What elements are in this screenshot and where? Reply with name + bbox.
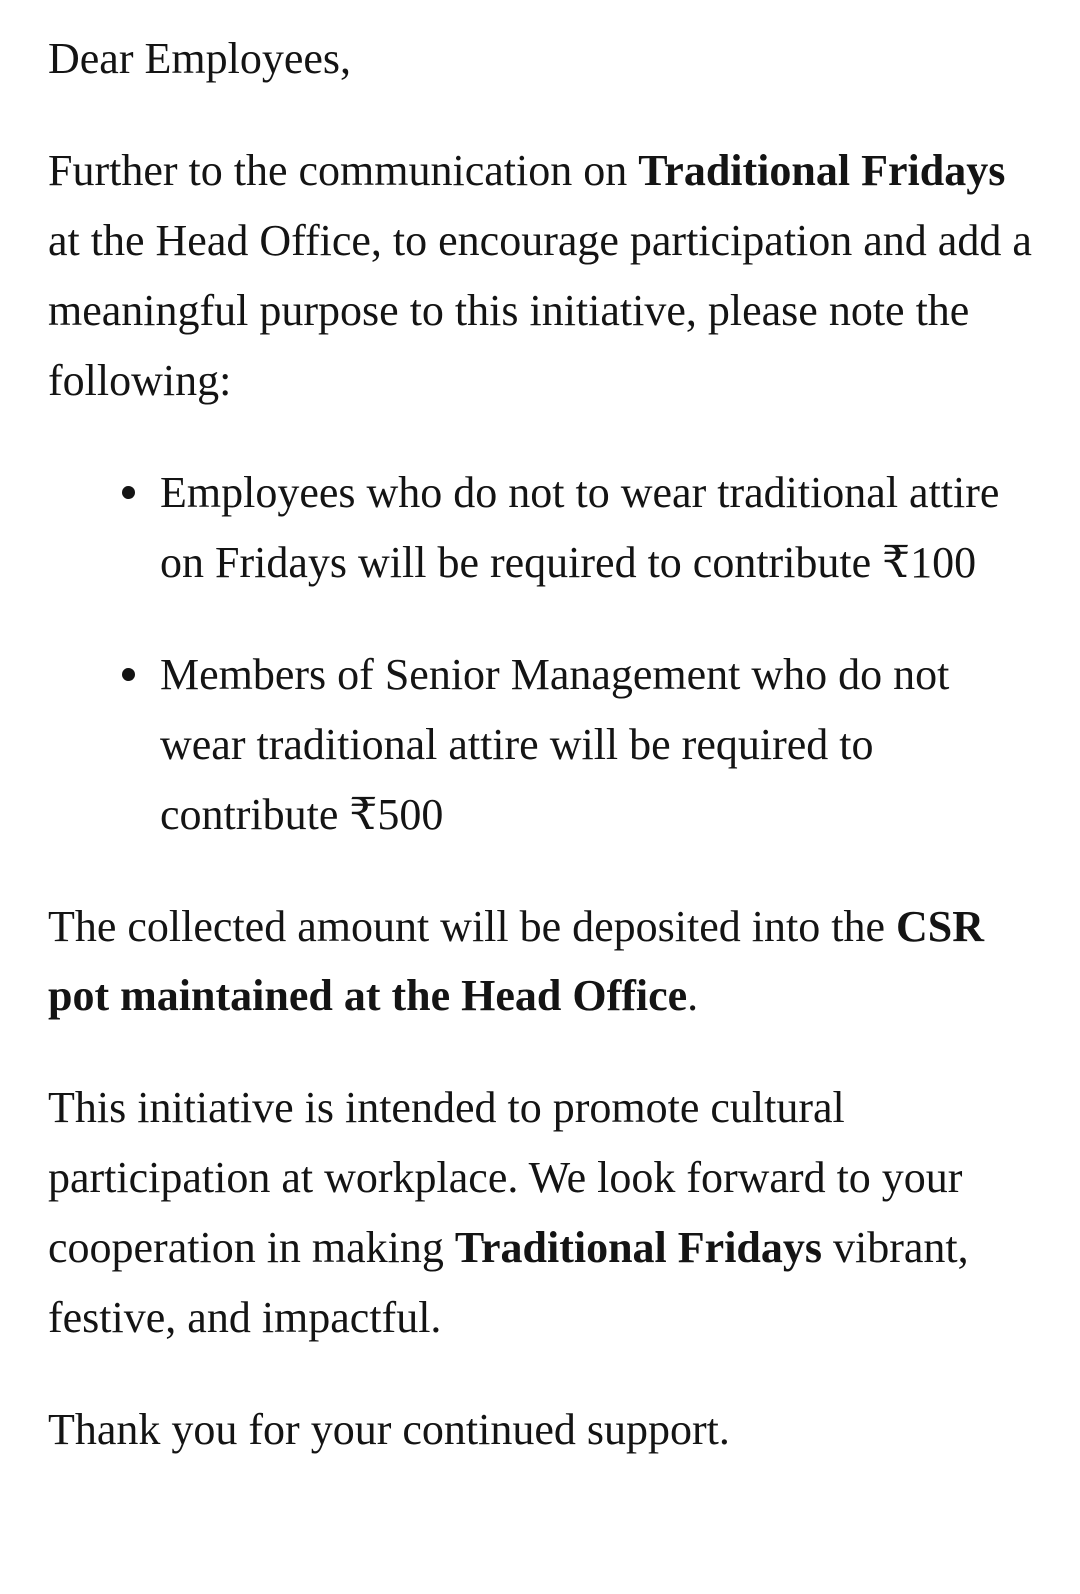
salutation: Dear Employees, [48,34,351,83]
rules-list [48,458,1036,850]
bullet-icon [122,668,135,681]
rule-text-employees: Employees who do not to wear traditional attire on Fridays will be required to contribute ₹100 [160,467,1000,587]
thanks-paragraph: Thank you for your continued support. [48,1405,730,1455]
csr-paragraph: The collected amount will be deposited into the CSR pot maintained at the Head Office. [48,901,985,1021]
rule-text-senior-management: Members of Senior Management who do not wear traditional attire will be required to contribute ₹500 [160,649,950,839]
closing-paragraph: This initiative is intended to promote cultural participation at workplace. We look forward to your cooperation in making Traditional Fridays vibrant, festive, and impactful. [48,1083,969,1343]
rule-item-employees [122,458,1036,598]
intro-paragraph: Further to the communication on Traditional Fridays at the Head Office, to encourage participation and add a meaningful purpose to this initiative, please note the following: [48,145,1032,405]
bullet-icon [122,486,135,499]
rule-item-senior-management [122,640,1036,850]
